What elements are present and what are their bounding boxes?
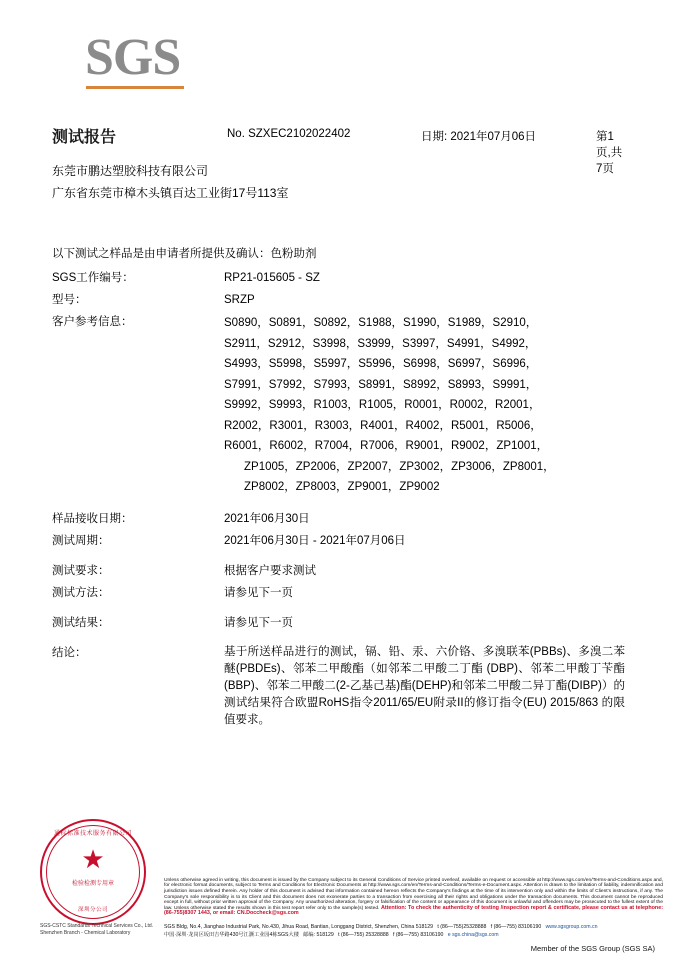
client-ref-line: S2911，S2912，S3998，S3999，S3997，S4991，S4992， (224, 337, 537, 350)
value-conclusion: 基于所送样品进行的测试，镉、铅、汞、六价铬、多溴联苯(PBBs)、多溴二苯醚(PBDEs)、邻苯二甲酸酯（如邻苯二甲酸二丁酯 (DBP)、邻苯二甲酸丁苄酯(BBP)、邻苯二甲酸二(2-乙基己基)酯(DEHP)和邻苯二甲酸二异丁酯(DIBP)）的测试结果符合欧盟RoHS指令2011/65/EU附录II的修订指令(EU) 2015/863 的限值要求。 (224, 645, 625, 726)
footer-address-block (164, 923, 663, 939)
footer-address-en: SGS Bldg, No.4, Jianghao Industrial Park, No.430, Jihua Road, Bantian, Longgang District, Shenzhen, China 518129 (164, 924, 434, 930)
row-conclusion (52, 644, 625, 729)
value-test-result: 请参见下一页 (224, 616, 293, 629)
label-job-no: SGS工作编号： (52, 272, 134, 284)
row-test-method (52, 584, 625, 603)
row-test-requirement (52, 562, 625, 581)
row-job-no (52, 269, 625, 288)
value-received-date: 2021年06月30日 (224, 512, 310, 525)
footer-tel-en: t (86—755)25328888 (437, 924, 487, 930)
footer-address-cn: 中国·深圳·龙岗区坂田吉华路430号江灏工业园4栋SGS大楼 (164, 932, 299, 938)
value-client-reference (224, 313, 625, 498)
sgs-logo-accent-bar (86, 86, 184, 89)
spacer (52, 554, 625, 562)
client-ref-line: S7991，S7992，S7993，S8991，S8992，S8993，S9991， (224, 378, 538, 391)
label-client-reference: 客户参考信息： (52, 316, 133, 328)
label-model: 型号： (52, 294, 87, 306)
footer-email[interactable]: e sgs.china@sgs.com (447, 932, 499, 938)
label-test-period: 测试周期： (52, 534, 110, 547)
footer-tel-cn: t (86—755) 25328888 (338, 932, 389, 938)
client-ref-line: ZP1005，ZP2006，ZP2007，ZP3002，ZP3006，ZP8001， (244, 460, 555, 473)
client-ref-line: R2002，R3001，R3003，R4001，R4002，R5001，R5006， (224, 419, 542, 432)
footer-address-cn-line (164, 931, 663, 939)
footer-fax-cn: f (86—755) 83106190 (392, 932, 444, 938)
official-seal-stamp (40, 819, 146, 925)
seal-bottom-text: 深圳分公司 (77, 907, 108, 913)
label-test-result: 测试结果： (52, 616, 110, 629)
footer-web[interactable]: www.sgsgroup.com.cn (545, 924, 598, 930)
sgs-logo (85, 29, 184, 89)
client-ref-line: R6001，R6002，R7004，R7006，R9001，R9002，ZP1001， (224, 440, 549, 452)
company-address: 广东省东莞市樟木头镇百达工业街17号113室 (52, 186, 289, 200)
seal-top-text: 通标标准技术服务有限公司 (53, 831, 132, 837)
label-conclusion: 结论： (52, 646, 87, 659)
company-block (52, 160, 288, 204)
row-test-result (52, 614, 625, 633)
row-client-reference (52, 313, 625, 498)
lab-entity-note: SGS-CSTC Standards Technical Services Co., Ltd. Shenzhen Branch - Chemical Laboratory (40, 923, 154, 936)
page-title: 测试报告 (52, 129, 117, 146)
row-model (52, 291, 625, 310)
client-ref-line: ZP8002，ZP8003，ZP9001，ZP9002 (244, 481, 440, 493)
legal-attention: Attention: To check the authenticity of testing /inspection report & certificate, please contact us at telephone: (86-755)8307 1443, or email: CN.Doccheck@sgs.com (164, 904, 664, 917)
spacer (52, 606, 625, 614)
sgs-logo-text: SGS (85, 29, 181, 86)
report-date: 日期: 2021年07月06日 (421, 131, 537, 143)
label-test-method: 测试方法： (52, 586, 110, 599)
legal-body: Unless otherwise agreed in writing, this document is issued by the Company subject to its General Conditions of Service printed overleaf, available on request or accessible at http://www.sgs.com/en/Terms-and-Conditions.aspx and, for electronic format documents, subject to Terms and Conditions for Electronic Documents at http://www.sgs.com/en/Terms-and-Conditions/Terms-e-Document.aspx. Attention is drawn to the limitation of liability, indemnification and jurisdiction issues defined therein. Any holder of this document is advised that information contained hereon reflects the Company's findings at the time of its intervention only and within the limits of Client's instructions, if any. The Company's sole responsibility is to its Client and this document does not exonerate parties to a transaction from exercising all their rights and obligations under the transaction documents. This document cannot be reproduced except in full, without prior written approval of the Company. Any unauthorized alteration, forgery or falsification of the content or appearance of this document is unlawful and offenders may be prosecuted to the fullest extent of the law. Unless otherwise stated the results shown in this test report refer only to the sample(s) tested. (164, 877, 663, 911)
star-icon: ★ (81, 844, 105, 875)
page-indicator: 第1页,共7页 (596, 131, 623, 175)
seal-mid-text: 检验检测专用章 (71, 881, 114, 888)
client-ref-line: S0890，S0891，S0892，S1988，S1990，S1989，S2910， (224, 317, 538, 329)
info-table (52, 269, 625, 732)
value-test-requirement: 根据客户要求测试 (224, 564, 316, 577)
client-ref-line: S9992，S9993，R1003，R1005，R0001，R0002，R2001， (224, 399, 541, 411)
value-test-period: 2021年06月30日 - 2021年07月06日 (224, 534, 406, 547)
footer-zip-cn: 邮编: 518129 (303, 932, 334, 938)
company-name: 东莞市鹏达塑胶科技有限公司 (52, 164, 209, 178)
footer-address-en-line (164, 923, 663, 931)
page-footer (0, 829, 677, 959)
legal-terms-text (164, 878, 663, 917)
label-test-requirement: 测试要求： (52, 564, 110, 577)
footer-member-note: Member of the SGS Group (SGS SA) (530, 944, 655, 953)
value-model: SRZP (224, 294, 255, 306)
spacer (52, 636, 625, 644)
value-job-no: RP21-015605 - SZ (224, 272, 320, 284)
client-ref-line: S4993，S5998，S5997，S5996，S6998，S6997，S6996， (224, 358, 538, 370)
spacer (52, 501, 625, 510)
row-test-period (52, 532, 625, 551)
sample-statement: 以下测试之样品是由申请者所提供及确认：色粉助剂 (52, 248, 317, 260)
report-number: No. SZXEC2102022402 (227, 128, 351, 140)
value-test-method: 请参见下一页 (224, 586, 293, 599)
label-received-date: 样品接收日期： (52, 512, 133, 525)
footer-fax-en: f (86—755) 83106190 (490, 924, 542, 930)
row-received-date (52, 510, 625, 529)
